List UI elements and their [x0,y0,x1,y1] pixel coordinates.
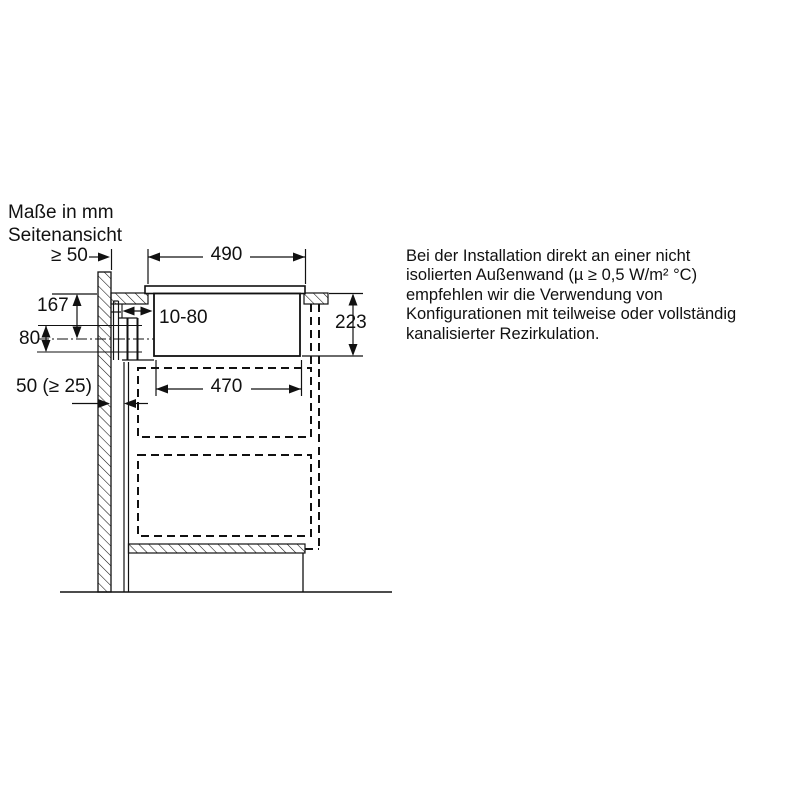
dim-label-min-wall-distance: ≥ 50 [51,245,88,266]
cabinet-shelf [129,544,306,553]
view-title: Seitenansicht [8,225,123,246]
units-title: Maße in mm [8,202,114,223]
hob-glass-panel [145,286,305,294]
dim-label-niche-depth: 50 (≥ 25) [16,376,92,397]
dim-label-outlet-height: 80 [19,328,41,349]
outer-wall-hatched [98,272,111,592]
worktop-right [304,293,328,304]
worktop-left [111,293,148,304]
installation-note [406,247,800,344]
dim-label-worktop-to-outlet: 167 [37,295,69,316]
note-line: isolierten Außenwand (µ ≥ 0,5 W/m² °C) [406,266,698,285]
cabinet-rear-panel [124,362,129,592]
note-line: Konfigurationen mit teilweise oder vollständig [406,305,737,324]
wall-duct-panel [111,301,121,360]
note-line: empfehlen wir die Verwendung von [406,285,663,304]
note-line: Bei der Installation direkt an einer nicht [406,247,691,265]
dim-label-hob-depth: 223 [335,312,367,333]
note-line: kanalisierter Rezirkulation. [406,324,600,343]
dim-label-cutout-width: 490 [210,244,243,265]
dim-label-inner-clearance: 470 [210,376,243,397]
dim-label-duct-gap: 10-80 [159,307,208,328]
